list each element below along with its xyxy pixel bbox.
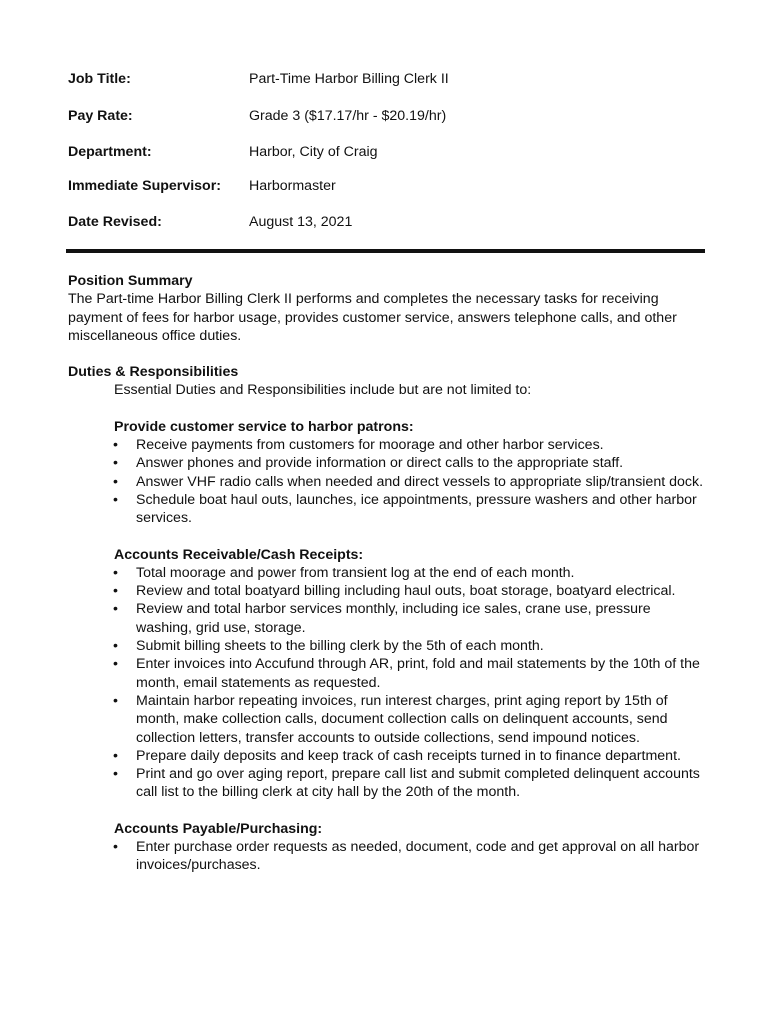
list-item: • Total moorage and power from transient log at the end of each month. bbox=[113, 564, 575, 581]
bullet-icon: • bbox=[113, 564, 118, 581]
bullet-icon: • bbox=[113, 473, 118, 490]
list-item: • Prepare daily deposits and keep track of cash receipts turned in to finance department. bbox=[113, 747, 681, 764]
position-summary-text: The Part-time Harbor Billing Clerk II performs and completes the necessary tasks for receiving payment of fees for harbor usage, provides customer service, answers telephone calls, and other miscellaneous office duties. bbox=[68, 291, 677, 344]
bullet-icon: • bbox=[113, 638, 118, 655]
list-item: • Answer VHF radio calls when needed and direct vessels to appropriate slip/transient dock. bbox=[113, 473, 704, 490]
bullet-icon: • bbox=[113, 656, 118, 673]
supervisor-label: Immediate Supervisor: bbox=[68, 178, 221, 194]
pay-rate-value: Grade 3 ($17.17/hr - $20.19/hr) bbox=[249, 108, 447, 124]
date-revised-label: Date Revised: bbox=[68, 214, 162, 230]
supervisor-value: Harbormaster bbox=[249, 178, 336, 194]
job-title-label: Job Title: bbox=[68, 71, 131, 87]
bullet-icon: • bbox=[113, 747, 118, 764]
duties-heading: Duties & Responsibilities bbox=[68, 364, 239, 381]
department-value: Harbor, City of Craig bbox=[249, 144, 378, 160]
customer-service-list bbox=[68, 436, 708, 527]
date-revised-value: August 13, 2021 bbox=[249, 214, 353, 230]
department-label: Department: bbox=[68, 144, 152, 160]
job-title-value: Part-Time Harbor Billing Clerk II bbox=[249, 71, 449, 87]
department-row bbox=[68, 143, 708, 163]
date-revised-row bbox=[68, 213, 708, 233]
pay-rate-row bbox=[68, 107, 708, 127]
bullet-icon: • bbox=[113, 601, 118, 618]
bullet-icon: • bbox=[113, 692, 118, 709]
bullet-icon: • bbox=[113, 583, 118, 600]
list-item: • Review and total boatyard billing including haul outs, boat storage, boatyard electrical. bbox=[113, 583, 676, 600]
document-body bbox=[68, 272, 708, 875]
accounts-payable-list bbox=[68, 838, 708, 875]
list-item: • Enter invoices into Accufund through AR, print, fold and mail statements by the 10th of the month, email statements as requested. bbox=[113, 656, 700, 691]
list-item: • Review and total harbor services monthly, including ice sales, crane use, pressure washing, grid use, storage. bbox=[113, 601, 651, 636]
bullet-icon: • bbox=[113, 766, 118, 783]
duties-intro: Essential Duties and Responsibilities include but are not limited to: bbox=[114, 382, 532, 399]
bullet-icon: • bbox=[113, 437, 118, 454]
list-item: • Enter purchase order requests as needed, document, code and get approval on all harbor invoices/purchases. bbox=[113, 839, 700, 874]
list-item: • Print and go over aging report, prepare call list and submit completed delinquent accounts call list to the billing clerk at city hall by the 20th of the month. bbox=[113, 766, 700, 801]
list-item: • Receive payments from customers for moorage and other harbor services. bbox=[113, 437, 604, 454]
list-item: • Maintain harbor repeating invoices, run interest charges, print aging report by 15th of month, make collection calls, document collection calls on delinquent accounts, send collection letters, transfer accounts to outside collections, send impound notices. bbox=[113, 692, 668, 746]
accounts-payable-heading: Accounts Payable/Purchasing: bbox=[114, 820, 323, 837]
list-item: • Answer phones and provide information or direct calls to the appropriate staff. bbox=[113, 455, 624, 472]
list-item: • Submit billing sheets to the billing clerk by the 5th of each month. bbox=[113, 638, 544, 655]
job-title-row bbox=[68, 70, 708, 90]
bullet-icon: • bbox=[113, 455, 118, 472]
supervisor-row bbox=[68, 177, 708, 197]
customer-service-heading: Provide customer service to harbor patrons: bbox=[114, 418, 414, 435]
bullet-icon: • bbox=[113, 491, 118, 508]
bullet-icon: • bbox=[113, 839, 118, 856]
header-divider bbox=[66, 249, 705, 253]
position-summary-heading: Position Summary bbox=[68, 273, 193, 289]
accounts-receivable-list bbox=[68, 564, 708, 802]
list-item: • Schedule boat haul outs, launches, ice appointments, pressure washers and other harbor services. bbox=[113, 491, 697, 527]
accounts-receivable-heading: Accounts Receivable/Cash Receipts: bbox=[114, 546, 364, 563]
pay-rate-label: Pay Rate: bbox=[68, 108, 133, 124]
